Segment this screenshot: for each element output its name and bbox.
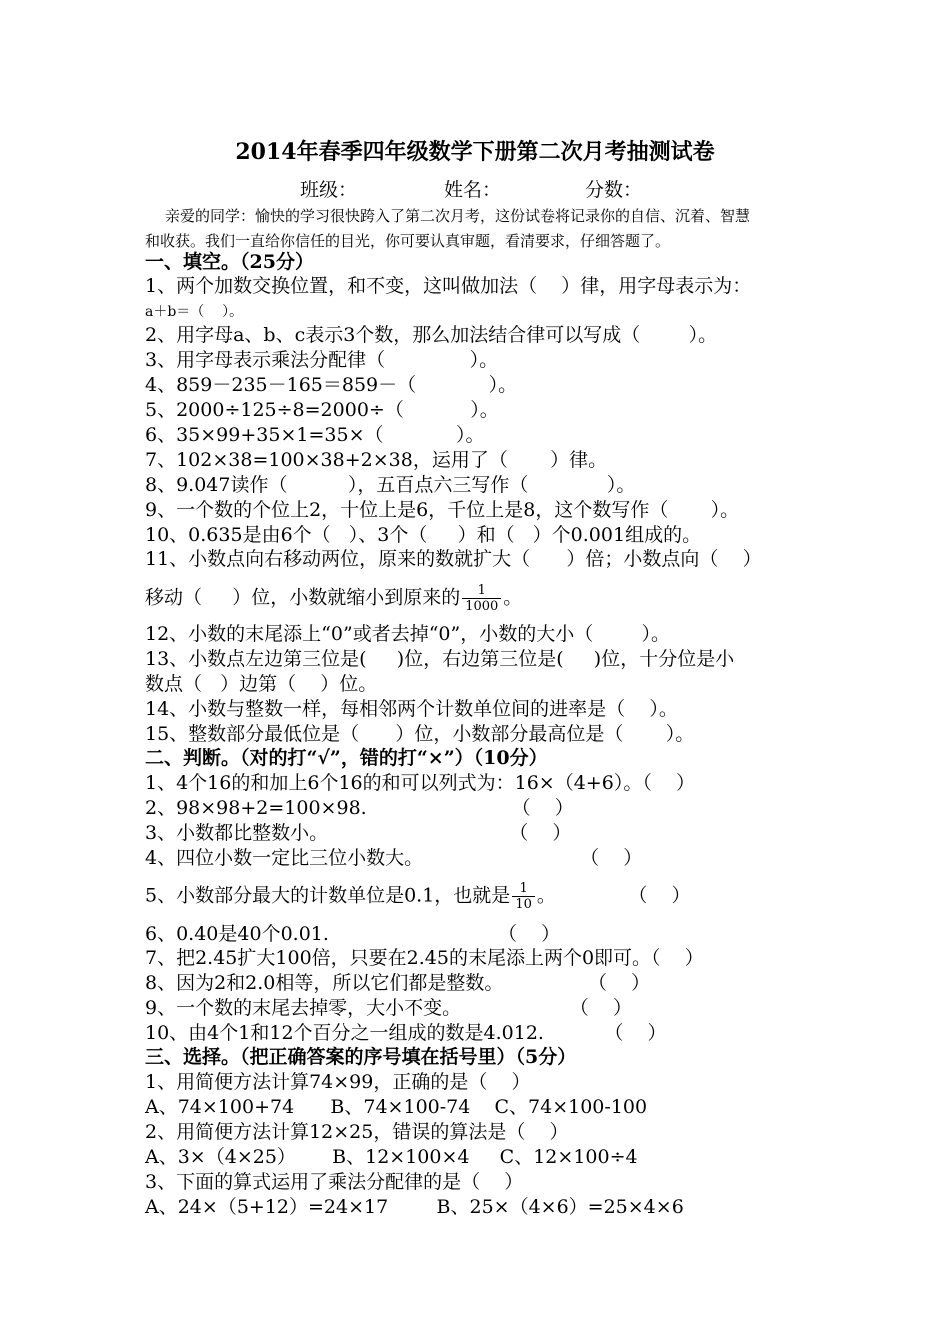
question-1-2: 2、用字母a、b、c表示3个数，那么加法结合律可以写成（ ）。 [145, 324, 718, 346]
question-2-9: 9、一个数的末尾去掉零，大小不变。 （ ） [145, 997, 632, 1019]
question-1-13: 13、小数点左边第三位是( )位，右边第三位是( )位，十分位是小 [145, 648, 735, 670]
question-2-5 [145, 881, 691, 912]
question-3-1: 1、用简便方法计算74×99，正确的是（ ） [145, 1071, 531, 1093]
question-2-7: 7、把2.45扩大100倍，只要在2.45的末尾添上两个0即可。（ ） [145, 947, 704, 969]
question-1-7: 7、102×38=100×38+2×38，运用了（ ）律。 [145, 449, 608, 471]
section-heading-multiple-choice: 三、选择。（把正确答案的序号填在括号里）（5分） [145, 1046, 577, 1068]
question-1-6: 6、35×99+35×1=35×（ ）。 [145, 424, 485, 446]
name-field-label: 姓名： [444, 179, 502, 201]
fraction-numerator: 1 [462, 583, 501, 599]
question-1-9: 9、一个数的个位上2，十位上是6，千位上是8，这个数写作（ ）。 [145, 499, 740, 521]
intro-line-2: 和收获。我们一直给你信任的目光，你可要认真审题，看清要求，仔细答题了。 [145, 232, 671, 250]
section-heading-true-false: 二、判断。（对的打“√”，错的打“×”）（10分） [145, 747, 548, 769]
fraction-denominator: 1000 [465, 599, 499, 614]
question-1-10: 10、0.635是由6个（ ）、3个（ ）和（ ）个0.001组成的。 [145, 524, 702, 546]
score-field-label: 分数： [585, 179, 643, 201]
fraction-numerator: 1 [512, 881, 535, 897]
question-1-12: 12、小数的末尾添上“0”或者去掉“0”，小数的大小（ ）。 [145, 623, 671, 645]
question-2-1: 1、4个16的和加上6个16的和可以列式为：16×（4+6）。（ ） [145, 772, 695, 794]
question-1-11: 11、小数点向右移动两位，原来的数就扩大（ ）倍；小数点向（ ） [145, 548, 762, 570]
question-1-3: 3、用字母表示乘法分配律（ ）。 [145, 349, 499, 371]
fraction-one-thousandth [462, 583, 501, 614]
question-1-14: 14、小数与整数一样，每相邻两个计数单位间的进率是（ ）。 [145, 698, 678, 720]
fraction-one-tenth [512, 881, 535, 912]
question-1-1-formula: a＋b＝（ ）。 [145, 304, 244, 320]
question-1-4: 4、859－235－165＝859－（ ）。 [145, 374, 518, 396]
section-heading-fill-blank: 一、填空。（25分） [145, 251, 314, 273]
intro-line-1: 亲爱的同学：愉快的学习很快跨入了第二次月考，这份试卷将记录你的自信、沉着、智慧 [165, 207, 751, 225]
question-3-2: 2、用简便方法计算12×25，错误的算法是（ ） [145, 1121, 569, 1143]
question-3-3: 3、下面的算式运用了乘法分配律的是（ ） [145, 1171, 524, 1193]
question-2-4: 4、四位小数一定比三位小数大。 （ ） [145, 847, 643, 869]
question-1-15: 15、整数部分最低位是（ ）位，小数部分最高位是（ ）。 [145, 723, 695, 745]
question-2-10: 10、由4个1和12个百分之一组成的数是4.012. （ ） [145, 1022, 667, 1044]
question-2-3: 3、小数都比整数小。 （ ） [145, 822, 572, 844]
question-2-5-end: 。 （ ） [536, 884, 691, 907]
question-1-8: 8、9.047读作（ ），五百点六三写作（ ）。 [145, 474, 636, 496]
question-3-2-options: A、3×（4×25） B、12×100×4 C、12×100÷4 [145, 1146, 638, 1168]
fraction-denominator: 10 [515, 897, 532, 912]
question-1-13-cont: 数点（ ）边第（ ）位。 [145, 673, 378, 695]
question-1-11-cont [145, 583, 522, 614]
question-1-5: 5、2000÷125÷8=2000÷（ ）。 [145, 399, 499, 421]
question-2-2: 2、98×98+2=100×98. （ ） [145, 797, 574, 819]
question-1-11-end: 。 [503, 586, 523, 609]
question-1-1: 1、两个加数交换位置，和不变，这叫做加法（ ）律，用字母表示为： [145, 275, 752, 297]
question-3-3-options: A、24×（5+12）=24×17 B、25×（4×6）=25×4×6 [145, 1196, 684, 1218]
question-2-6: 6、0.40是40个0.01. （ ） [145, 923, 561, 945]
exam-title: 2014年春季四年级数学下册第二次月考抽测试卷 [235, 139, 715, 165]
question-1-11-cont-text: 移动（ ）位，小数就缩小到原来的 [145, 586, 461, 609]
class-field-label: 班级： [300, 179, 358, 201]
question-2-5-text: 5、小数部分最大的计数单位是0.1，也就是 [145, 884, 511, 907]
question-2-8: 8、因为2和2.0相等，所以它们都是整数。 （ ） [145, 972, 651, 994]
question-3-1-options: A、74×100+74 B、74×100-74 C、74×100-100 [145, 1096, 648, 1118]
